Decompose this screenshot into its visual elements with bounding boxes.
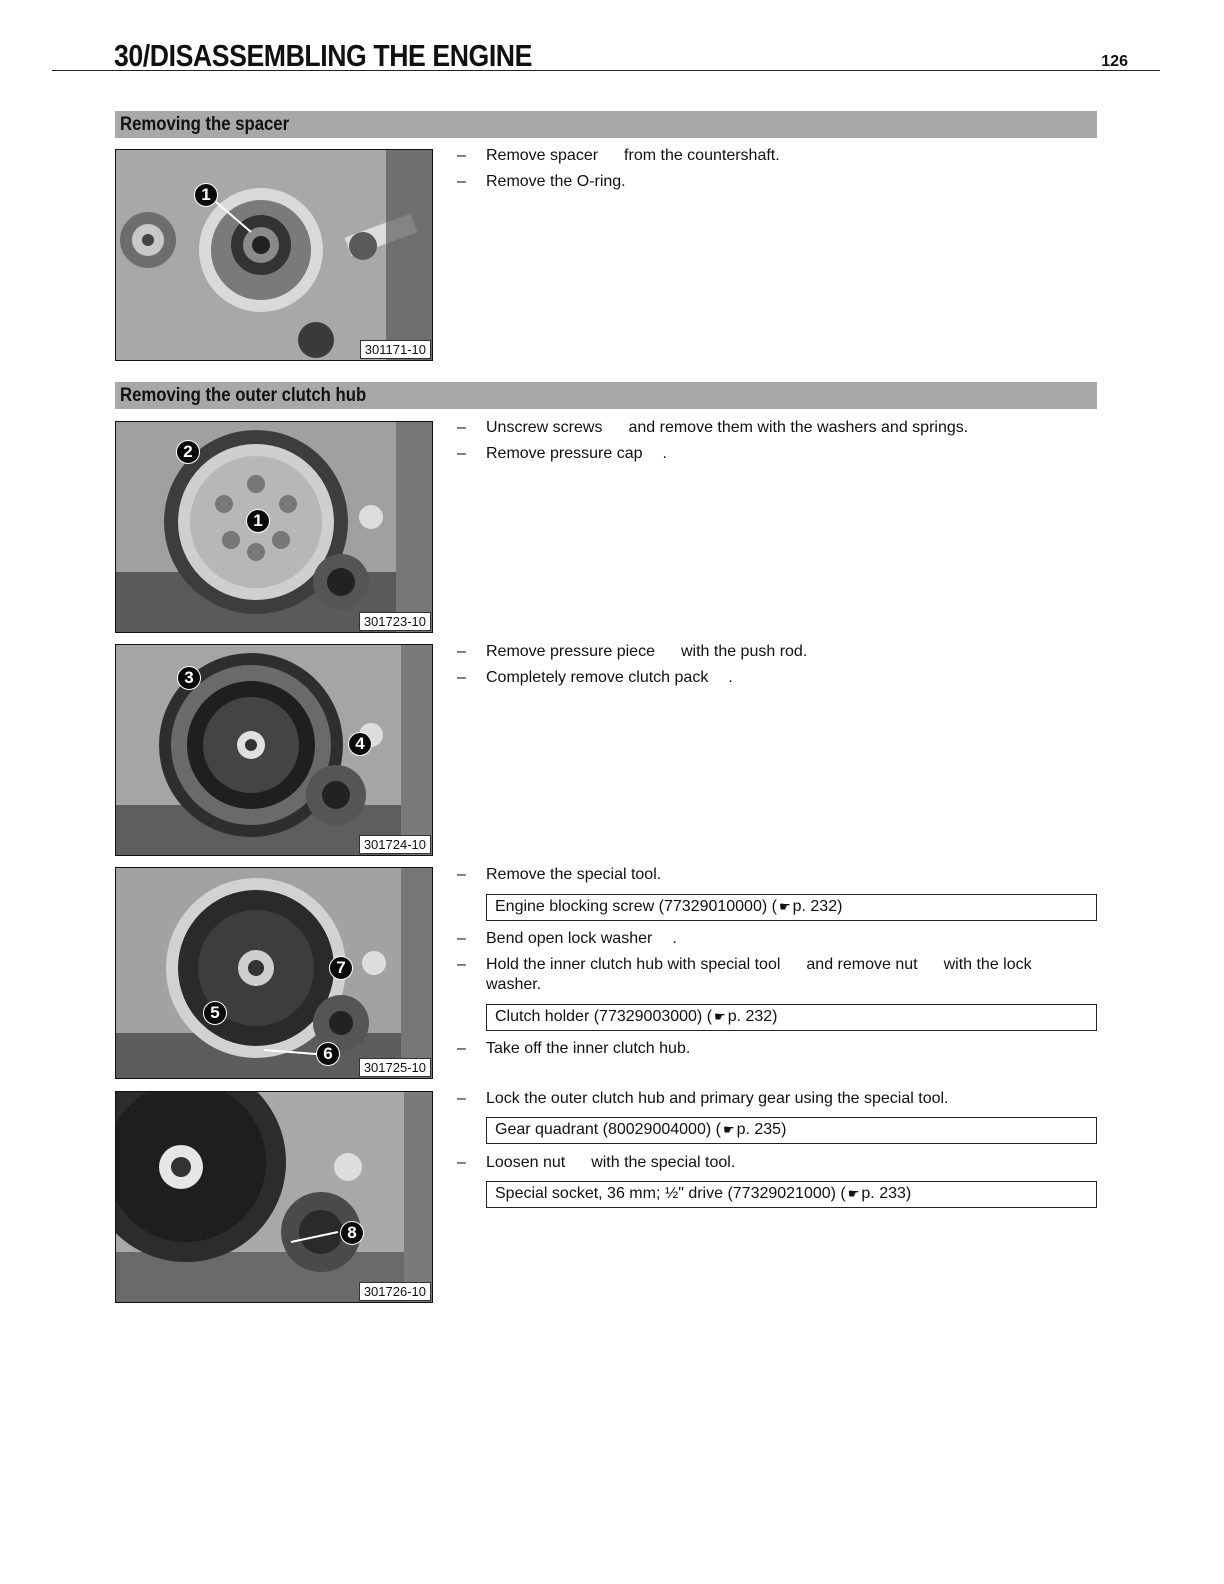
callout-marker: 5 <box>203 1001 227 1025</box>
callout-marker: 2 <box>176 440 200 464</box>
photo-inner-clutch-hub <box>115 867 433 1079</box>
step-dash: – <box>457 866 466 883</box>
tool-reference-box <box>486 1004 1097 1031</box>
engine-photo-illustration <box>116 868 433 1079</box>
callout-marker: 6 <box>316 1042 340 1066</box>
step-dash: – <box>457 1090 466 1107</box>
step-text: with the special tool. <box>591 1154 736 1171</box>
tool-name: Clutch holder (77329003000) ( <box>495 1008 713 1025</box>
callout-marker: 7 <box>329 956 353 980</box>
step-dash: – <box>457 173 466 190</box>
callout-marker: 1 <box>194 183 218 207</box>
step-dash: – <box>457 643 466 660</box>
page-title: 30/DISASSEMBLING THE ENGINE <box>114 38 532 73</box>
step-text: with the push rod. <box>680 643 808 660</box>
engine-photo-illustration <box>116 422 433 633</box>
pointing-hand-icon: ☛ <box>714 1009 726 1024</box>
tool-reference-box <box>486 894 1097 921</box>
step-text: with the lock <box>943 956 1032 973</box>
photo-pressure-cap <box>115 421 433 633</box>
tool-name: Special socket, 36 mm; ½" drive (77329021000) ( <box>495 1185 846 1202</box>
figure-code: 301724-10 <box>359 835 431 854</box>
step-dash: – <box>457 147 466 164</box>
step-dash: – <box>457 1154 466 1171</box>
pointing-hand-icon: ☛ <box>847 1186 860 1201</box>
callout-marker: 8 <box>340 1221 364 1245</box>
step-text: . <box>728 669 733 686</box>
step-dash: – <box>457 930 466 947</box>
step-text: . <box>662 445 667 462</box>
pointing-hand-icon: ☛ <box>722 1122 735 1137</box>
tool-name: Engine blocking screw (77329010000) ( <box>495 898 777 915</box>
tool-reference-box <box>486 1117 1097 1144</box>
figure-code: 301725-10 <box>359 1058 431 1077</box>
step-text: Lock the outer clutch hub and primary gear using the special tool. <box>486 1090 949 1107</box>
step-text: washer. <box>486 976 542 993</box>
tool-page-ref[interactable]: p. 235) <box>736 1121 787 1138</box>
step-text: Unscrew screws <box>486 419 603 436</box>
section-header-removing-spacer <box>115 111 1097 138</box>
section-title: Removing the outer clutch hub <box>120 385 367 406</box>
step-dash: – <box>457 956 466 973</box>
photo-clutch-pack <box>115 644 433 856</box>
step-text: Remove pressure cap <box>486 445 643 462</box>
step-text: from the countershaft. <box>624 147 780 164</box>
page-header <box>52 40 1160 71</box>
photo-spacer <box>115 149 433 361</box>
step-text: and remove nut <box>806 956 918 973</box>
step-text: and remove them with the washers and springs. <box>628 419 969 436</box>
figure-code: 301726-10 <box>359 1282 431 1301</box>
step-dash: – <box>457 445 466 462</box>
engine-photo-illustration <box>116 150 433 361</box>
step-text: Completely remove clutch pack <box>486 669 709 686</box>
tool-page-ref[interactable]: p. 233) <box>861 1185 912 1202</box>
callout-marker: 3 <box>177 666 201 690</box>
section-header-removing-outer-clutch-hub <box>115 382 1097 409</box>
figure-code: 301723-10 <box>359 612 431 631</box>
tool-reference-box <box>486 1181 1097 1208</box>
step-dash: – <box>457 419 466 436</box>
callout-marker: 4 <box>348 732 372 756</box>
engine-photo-illustration <box>116 1092 433 1303</box>
section-title: Removing the spacer <box>120 114 290 135</box>
pointing-hand-icon: ☛ <box>778 899 791 914</box>
step-text: Remove the O-ring. <box>486 173 626 190</box>
photo-outer-clutch-hub <box>115 1091 433 1303</box>
step-dash: – <box>457 669 466 686</box>
step-text: Bend open lock washer <box>486 930 653 947</box>
figure-code: 301171-10 <box>360 340 431 359</box>
step-text: Hold the inner clutch hub with special tool <box>486 956 781 973</box>
engine-photo-illustration <box>116 645 433 856</box>
page-number: 126 <box>1101 53 1128 70</box>
step-dash: – <box>457 1040 466 1057</box>
step-text: Remove pressure piece <box>486 643 655 660</box>
step-text: Take off the inner clutch hub. <box>486 1040 691 1057</box>
tool-page-ref[interactable]: p. 232) <box>727 1008 778 1025</box>
step-text: . <box>672 930 677 947</box>
step-text: Remove spacer <box>486 147 599 164</box>
step-text: Remove the special tool. <box>486 866 662 883</box>
step-text: Loosen nut <box>486 1154 566 1171</box>
callout-marker: 1 <box>246 509 270 533</box>
tool-page-ref[interactable]: p. 232) <box>792 898 843 915</box>
tool-name: Gear quadrant (80029004000) ( <box>495 1121 721 1138</box>
